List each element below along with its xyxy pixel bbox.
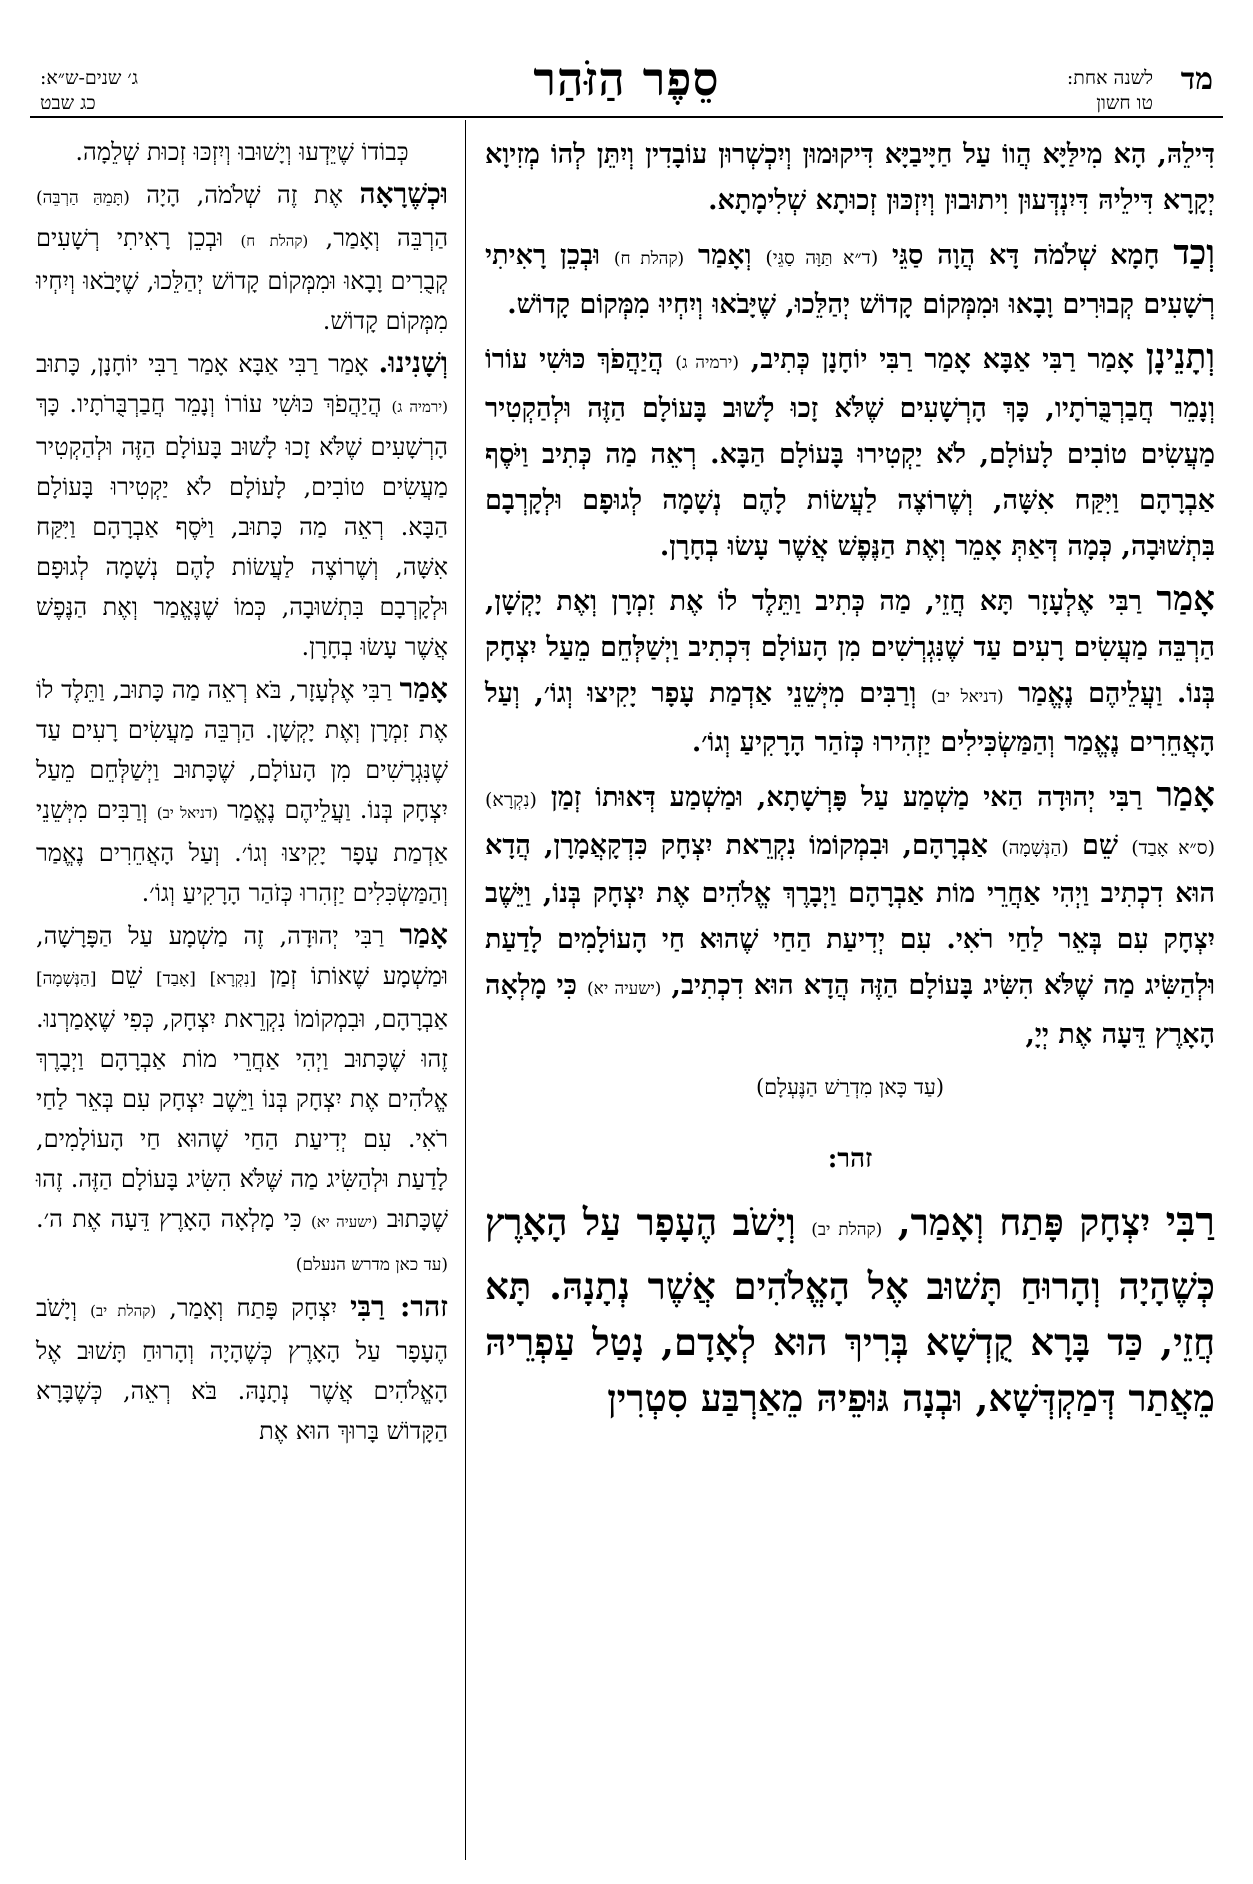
verse-citation: (דניאל יב) <box>156 804 218 822</box>
paragraph-text: וְרַבִּים מִיְּשֵׁנֵי אַדְמַת עָפָר יָקִיצוּ וְגוֹ׳. וְעַל הָאֲחֵרִים נֶאֱמַר וְהַמַּשְׂכִּלִים יַזְהִרוּ כְּזֹהַר הָרָקִיעַ וְגוֹ׳. <box>36 796 448 907</box>
header-rule <box>30 116 1223 118</box>
opening-word: אָמַר <box>1156 579 1215 619</box>
paragraph-text: דִּילֵהּ, הָא מִילַּיָּא הֲווֹ עַל חַיָּיבַיָּא דִּיקוּמוּן וְיִכְשְׁרוּן עוֹבָדִין וְיִתֵּן לְהוֹ מְזִיוָא יְקָרָא דִּילֵיהּ דִּיִנְדְּעוּן וִיתוּבוּן וְיִזְכּוּן זְכוּתָא שְׁלִימָתָא. <box>485 139 1215 216</box>
paragraph-text: וְיָשֹׁב הֶעָפָר עַל הָאָרֶץ כְּשֶׁהָיָה וְהָרוּחַ תָּשׁוּב אֶל הָאֱלֹהִים אֲשֶׁר נְתָנָהּ. תָּא חֲזֵי, כַּד בָּרָא קֻדְשָׁא בְּרִיךְ הוּא לְאָדָם, נָטַל עַפְרֵיהּ מֵאֲתַר דְּמַקְדְּשָׁא, וּבְנָה גּוּפֵיהּ מֵאַרְבַּע סִטְרִין <box>485 1200 1215 1420</box>
opening-word: וְכַד <box>1173 233 1215 273</box>
page-title: סֵפֶר הַזֹּהַר <box>533 52 720 106</box>
aramaic-text-column <box>485 132 1215 1432</box>
paragraph-text: יִצְחָק פָּתַח וְאָמַר, <box>156 1294 351 1322</box>
paragraph <box>485 334 1215 570</box>
paragraph-text: חָמָא שְׁלֹמֹה דָּא הֲוָה סַגֵּי <box>878 240 1174 271</box>
variant-reading: (ס״א אָבַד) <box>1131 837 1215 859</box>
paragraph-text: וְרַבִּים מִיְּשֵׁנֵי אַדְמַת עָפָר יָקִיצוּ וְגוֹ׳, וְעַל הָאֲחֵרִים נֶאֱמַר וְהַמַּשְׂכִּילִים יַזְהִירוּ כְּזֹהַר הָרָקִיעַ וְגוֹ׳. <box>485 678 1215 758</box>
paragraph-text: כִּי מָלְאָה הָאָרֶץ דֵּעָה אֶת ה׳. <box>36 1205 311 1233</box>
variant-reading: [אָבַד] <box>156 969 196 989</box>
opening-word: אָמַר <box>399 672 448 705</box>
variant-reading: [נִקְרָא] <box>209 969 257 989</box>
paragraph-text: אָמַר רַבִּי אַבָּא אָמַר רַבִּי יוֹחָנָן, כָּתוּב <box>36 350 379 378</box>
verse-citation: (ישעיה יא) <box>587 979 662 999</box>
paragraph-text: רַבִּי אֶלְעָזָר, בֹּא רְאֵה מַה כָּתוּב, וַתֵּלֶד לוֹ אֶת זִמְרָן וְאֶת יָקְשָׁן. הַרְבֵּה מַעֲשִׂים רָעִים עַד שֶׁנִּגְרָשִׁים מִן הָעוֹלָם, שֶׁכָּתוּב וַיְשַׁלְּחֵם מֵעַל יִצְחָק בְּנוֹ. וַעֲלֵיהֶם נֶאֱמַר <box>36 676 448 824</box>
section-end-note: (עד כאן מדרש הנעלם) <box>295 1255 448 1275</box>
schedule-date-three-year: כג שבט <box>40 92 96 114</box>
verse-citation: (ירמיה ג) <box>675 353 739 373</box>
opening-word: אָמַר <box>399 918 448 951</box>
header-study-schedule-three-year <box>40 66 180 116</box>
paragraph-text: אַבְרָהָם, וּבִמְקוֹמוֹ נִקְרֵאת יִצְחָק כִּדְקָאֲמָרָן, הֲדָא הוּא דִכְתִיב וַיְהִי אַחֲרֵי מוֹת אַבְרָהָם וַיְבָרֶךְ אֱלֹהִים אֶת יִצְחָק בְּנוֹ, וַיֵּשֶׁב יִצְחָק עִם בְּאֵר לַחַי רֹאִי. עִם יְדִיעַת הַחַי שֶׁהוּא חַי הָעוֹלָמִים לָדַעַת וּלְהַשִּׂיג מַה שֶׁלֹּא הִשִּׂיג בָּעוֹלָם הַזֶּה הֲדָא הוּא דִכְתִיב, <box>485 830 1215 1001</box>
opening-word: וְשָׁנִינוּ. <box>378 346 448 379</box>
paragraph-text: הֲיַהֲפֹךְ כּוּשִׁי עוֹרוֹ וְנָמֵר חֲבַרְבֻּרֹתָיו, כָּךְ הָרְשָׁעִים שֶׁלֹּא זָכוּ לָשׁוּב בָּעוֹלָם הַזֶּה וּלְהַקְטִיר מַעֲשִׂים טוֹבִים לָעוֹלָם, לֹא יַקְטִירוּ בָּעוֹלָם הַבָּא. רְאֵה מַה כְּתִיב וַיֹּסֶף אַבְרָהָם וַיִּקַּח אִשָּׁה, וְשֶׁרוֹצֶה לַעֲשׂוֹת לָהֶם נְשָׁמָה לְגוּפָם וּלְקָרְבָם בִּתְשׁוּבָה, כְּמָה דְּאַתְּ אָמֵר וְאֶת הַנֶּפֶשׁ אֲשֶׁר עָשׂוּ בְחָרָן. <box>485 344 1215 562</box>
column-divider <box>465 120 466 1860</box>
paragraph <box>36 1287 448 1451</box>
paragraph-text: שֵׁם <box>1068 830 1132 861</box>
paragraph <box>485 230 1215 328</box>
verse-citation: (קהלת ח) <box>613 249 685 269</box>
verse-citation: (קהלת יב) <box>811 1220 883 1240</box>
paragraph-text: רַבִּי יְהוּדָה הַאי מַשְׁמַע עַל פָּרְשָׁתָא, וּמַשְׁמַע דְּאוּתוֹ זְמַן <box>536 782 1157 813</box>
verse-citation: (ישעיה יא) <box>310 1213 378 1231</box>
paragraph <box>485 576 1215 766</box>
verse-citation: (קהלת יב) <box>90 1302 157 1320</box>
paragraph-text: רַבִּי אֶלְעָזָר תָּא חֲזֵי, מַה כְּתִיב וַתֵּלֶד לוֹ אֶת זִמְרָן וְאֶת יָקְשָׁן, הַרְבֵּה מַעֲשִׂים רָעִים עַד שֶׁנִּגְרְשִׁים מִן הָעוֹלָם דִּכְתִיב וַיְשַׁלְּחֵם מֵעַל יִצְחָק בְּנוֹ. וַעֲלֵיהֶם נֶאֱמַר <box>485 586 1215 709</box>
paragraph <box>485 1194 1215 1426</box>
verse-citation: (ירמיה ג) <box>391 398 448 416</box>
variant-reading: (תָּמֵהַּ הַרְבֵּה) <box>36 188 130 208</box>
opening-word: רַבִּי <box>350 1290 400 1323</box>
paragraph <box>36 915 448 1285</box>
verse-citation: (קהלת ח) <box>240 232 309 250</box>
paragraph-text: הֲיַהֲפֹךְ כּוּשִׁי עוֹרוֹ וְנָמֵר חֲבַרְבֻּרֹתָיו. כָּךְ הָרְשָׁעִים שֶׁלֹּא זָכוּ לָשׁוּב בָּעוֹלָם הַזֶּה וּלְהַקְטִיר מַעֲשִׂים טוֹבִים, לָעוֹלָם לֹא יַקְטִירוּ בָּעוֹלָם הַבָּא. רְאֵה מַה כָּתוּב, וַיֹּסֶף אַבְרָהָם וַיִּקַּח אִשָּׁה, וְשֶׁרוֹצֶה לַעֲשׂוֹת לָהֶם נְשָׁמָה לְגוּפָם וּלְקָרְבָם בִּתְשׁוּבָה, כְּמוֹ שֶׁנֶּאֱמַר וְאֶת הַנֶּפֶשׁ אֲשֶׁר עָשׂוּ בְחָרָן. <box>36 390 448 661</box>
paragraph-text: וּבְכֵן רָאִיתִי רְשָׁעִים קְבֻרִים וָבָאוּ וּמִמְּקוֹם קָדוֹשׁ יְהַלֵּכוּ, שֶׁיָּבֹאוּ וְיִחְיוּ מִמְּקוֹם קָדוֹשׁ. <box>36 224 448 335</box>
hebrew-translation-column <box>36 132 448 1453</box>
paragraph-text: וּבְכֵן רָאִיתִי רְשָׁעִים קְבוּרִים וָבָאוּ וּמִמְּקוֹם קָדוֹשׁ יְהַלֵּכוּ, שֶׁיָּבֹאוּ וְיִחְיוּ מִמְּקוֹם קָדוֹשׁ. <box>485 240 1215 320</box>
zohar-section-label: זהר: <box>827 1144 873 1174</box>
schedule-label-three-year: ג׳ שנים-ש״א: <box>40 67 139 89</box>
paragraph-text: כִּי מָלְאָה הָאָרֶץ דֵּעָה אֶת יְיָ, <box>485 970 1215 1050</box>
paragraph-text: אָמַר רַבִּי אַבָּא אָמַר רַבִּי יוֹחָנָן כְּתִיב, <box>739 344 1146 375</box>
paragraph-text: אַבְרָהָם, וּבִמְקוֹמוֹ נִקְרֵאת יִצְחָק, כְּפִי שֶׁאָמַרְנוּ. זֶהוּ שֶׁכָּתוּב וַיְהִי אַחֲרֵי מוֹת אַבְרָהָם וַיְבָרֶךְ אֱלֹהִים אֶת יִצְחָק בְּנוֹ וַיֵּשֶׁב יִצְחָק עִם בְּאֵר לַחַי רֹאִי. עִם יְדִיעַת הַחַי שֶׁהוּא חַי הָעוֹלָמִים, לָדַעַת וּלְהַשִּׂיג מַה שֶּׁלֹּא הִשִּׂיג בָּעוֹלָם הַזֶּה. זֶהוּ שֶׁכָּתוּב <box>36 1005 448 1233</box>
paragraph-text: וְאָמַר <box>684 240 766 271</box>
paragraph-text: הַרְבֵּה וְאָמַר, <box>308 224 448 252</box>
paragraph-text: שֵׁם <box>96 962 157 990</box>
variant-reading: (ד״א תַּוָּה סַגֵּי) <box>765 247 879 269</box>
paragraph-text: וְיָשֹׁב הֶעָפָר עַל הָאָרֶץ כְּשֶׁהָיָה וְהָרוּחַ תָּשׁוּב אֶל הָאֱלֹהִים אֲשֶׁר נְתָנָהּ. בֹּא רְאֵה, כְּשֶׁבָּרָא הַקָּדוֹשׁ בָּרוּךְ הוּא אֶת <box>36 1294 448 1445</box>
schedule-date-one-year: טו חשון <box>1096 92 1153 114</box>
paragraph <box>485 132 1215 224</box>
variant-reading: [הַנְּשָׁמָה] <box>36 969 97 989</box>
paragraph-text: יִצְחָק פָּתַח וְאָמַר, <box>882 1200 1166 1244</box>
page-number: מד <box>1180 62 1213 97</box>
paragraph <box>36 132 448 172</box>
paragraph-text: כְּבוֹדוֹ שֶׁיֵּדְעוּ וְיָשׁוּבוּ וְיִזְכּוּ זְכוּת שְׁלֵמָה. <box>75 138 409 166</box>
opening-word: וְתָנֵינָן <box>1145 337 1215 377</box>
paragraph <box>36 669 448 913</box>
paragraph-text: רַבִּי יְהוּדָה, זֶה מַשְׁמָע עַל הַפָּרָשָׁה, וּמַשְׁמָע שֶׁאוֹתוֹ זְמַן <box>36 922 448 990</box>
variant-reading: (נִקְרָא) <box>485 789 537 811</box>
paragraph <box>36 343 448 667</box>
paragraph <box>485 772 1215 1058</box>
opening-word: אָמַר <box>1156 775 1215 815</box>
zohar-section-label: זהר: <box>399 1290 448 1323</box>
opening-word: וּכְשֶׁרָאָה <box>359 177 448 210</box>
variant-reading: (הַנְּשָׁמָה) <box>1001 837 1069 859</box>
paragraph <box>36 174 448 341</box>
paragraph-text: אֶת זֶה שְׁלֹמֹה, הָיָה <box>129 181 360 209</box>
verse-citation: (דניאל יב) <box>930 687 1004 707</box>
section-end-note: (עַד כָּאן מִדְרַשׁ הַנֶּעְלָם) <box>755 1075 945 1099</box>
opening-word: רַבִּי <box>1165 1198 1215 1245</box>
schedule-label-one-year: לשנה אחת: <box>1066 67 1153 89</box>
